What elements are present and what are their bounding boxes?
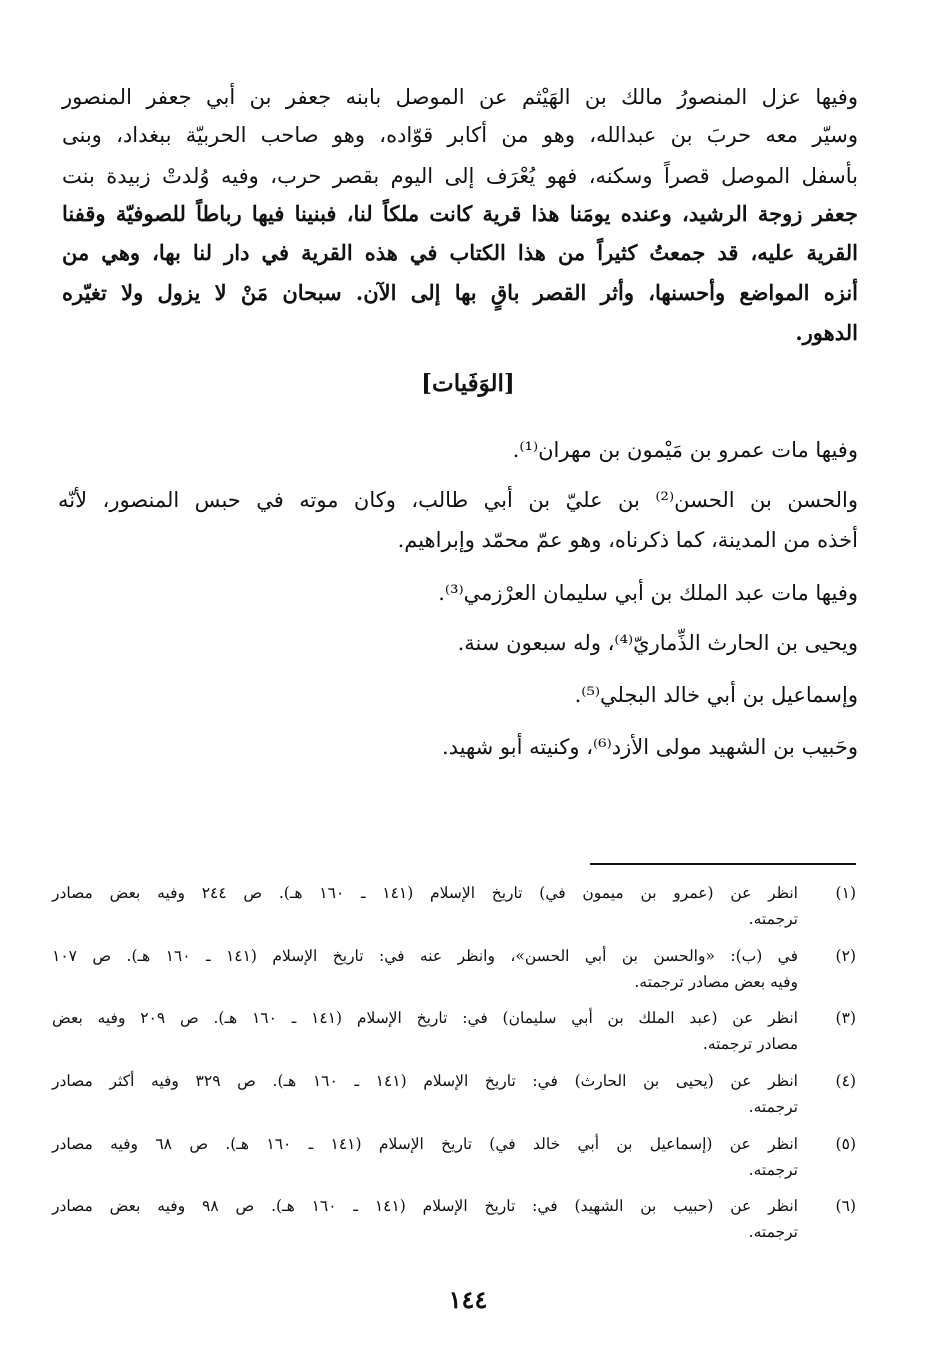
footnote-number: (٢) xyxy=(835,947,856,965)
footnote-number: (١) xyxy=(835,884,856,902)
page-number: ١٤٤ xyxy=(448,1285,488,1314)
entry-line: ويحيى بن الحارث الذِّماريّ⁽⁴⁾، وله سبعون سنة. xyxy=(457,631,858,655)
footnote-text: انظر عن (يحيى بن الحارث) في: تاريخ الإسلام (١٤١ ـ ١٦٠ هـ). ص ٣٢٩ وفيه أكثر مصادر xyxy=(52,1072,798,1090)
paragraph-line: وفيها عزل المنصورُ مالك بن الهَيْثم عن الموصل بابنه جعفر بن أبي جعفر المنصور xyxy=(62,85,858,109)
paragraph-line: الدهور. xyxy=(795,320,858,345)
footnote-text: انظر عن (عبد الملك بن أبي سليمان) في: تاريخ الإسلام (١٤١ ـ ١٦٠ هـ). ص ٢٠٩ وفيه بعض xyxy=(52,1009,798,1027)
footnote-text: وفيه بعض مصادر ترجمته. xyxy=(634,973,798,991)
paragraph-line: وسيّر معه حربَ بن عبدالله، وهو من أكابر قوّاده، وهو صاحب الحربيّة ببغداد، وبنى xyxy=(62,123,858,147)
footnote xyxy=(52,1193,856,1245)
footnote-number: (٦) xyxy=(835,1197,856,1215)
footnote-separator xyxy=(590,863,856,865)
entry-line: وفيها مات عمرو بن مَيْمون بن مهران⁽¹⁾. xyxy=(512,438,858,462)
entry-line: وفيها مات عبد الملك بن أبي سليمان العرْزمي⁽³⁾. xyxy=(438,581,858,605)
entry-line: أخذه من المدينة، كما ذكرناه، وهو عمّ محمّد وإبراهيم. xyxy=(397,528,858,552)
footnote-text: انظر عن (إسماعيل بن أبي خالد في) تاريخ الإسلام (١٤١ ـ ١٦٠ هـ). ص ٦٨ وفيه مصادر xyxy=(52,1135,798,1153)
footnote-text: مصادر ترجمته. xyxy=(702,1035,798,1053)
entry-line: والحسن بن الحسن⁽²⁾ بن عليّ بن أبي طالب، وكان موته في حبس المنصور، لأنّه xyxy=(58,488,859,512)
footnote-text: ترجمته. xyxy=(748,1098,798,1116)
footnote-number: (٣) xyxy=(835,1009,856,1027)
footnote-number: (٤) xyxy=(835,1072,856,1090)
footnote xyxy=(52,880,856,932)
section-heading: [الوَفَيات] xyxy=(421,370,515,397)
footnote xyxy=(52,1131,856,1183)
footnote-text: ترجمته. xyxy=(748,910,798,928)
footnote-text: ترجمته. xyxy=(748,1161,798,1179)
footnote-text: انظر عن (عمرو بن ميمون في) تاريخ الإسلام (١٤١ ـ ١٦٠ هـ). ص ٢٤٤ وفيه بعض مصادر xyxy=(52,884,798,902)
paragraph-line: جعفر زوجة الرشيد، وعنده يومَنا هذا قرية كانت ملكاً لنا، فبنينا فيها رباطاً للصوفيّة وقفنا xyxy=(62,201,858,226)
footnote xyxy=(52,943,856,995)
footnote xyxy=(52,1068,856,1120)
footnote-text: ترجمته. xyxy=(748,1223,798,1241)
entry-line: وإسماعيل بن أبي خالد البجلي⁽⁵⁾. xyxy=(574,683,858,707)
entry-line: وحَبيب بن الشهيد مولى الأزد⁽⁶⁾، وكنيته أبو شهيد. xyxy=(441,735,858,759)
footnote xyxy=(52,1005,856,1057)
footnote-text: انظر عن (حبيب بن الشهيد) في: تاريخ الإسلام (١٤١ ـ ١٦٠ هـ). ص ٩٨ وفيه بعض مصادر xyxy=(52,1197,798,1215)
paragraph-line: أنزه المواضع وأحسنها، وأثر القصر باقٍ بها إلى الآن. سبحان مَنْ لا يزول ولا تغيّره xyxy=(62,280,858,305)
paragraph-line: القرية عليه، قد جمعتُ كثيراً من هذا الكتاب في هذه القرية في دار لنا بها، وهي من xyxy=(62,240,858,265)
footnote-text: في (ب): «والحسن بن أبي الحسن»، وانظر عنه في: تاريخ الإسلام (١٤١ ـ ١٦٠ هـ). ص ١٠٧ xyxy=(52,947,798,965)
footnote-number: (٥) xyxy=(835,1135,856,1153)
paragraph-line: بأسفل الموصل قصراً وسكنه، فهو يُعْرَف إلى اليوم بقصر حرب، وفيه وُلدتْ زبيدة بنت xyxy=(62,164,858,188)
